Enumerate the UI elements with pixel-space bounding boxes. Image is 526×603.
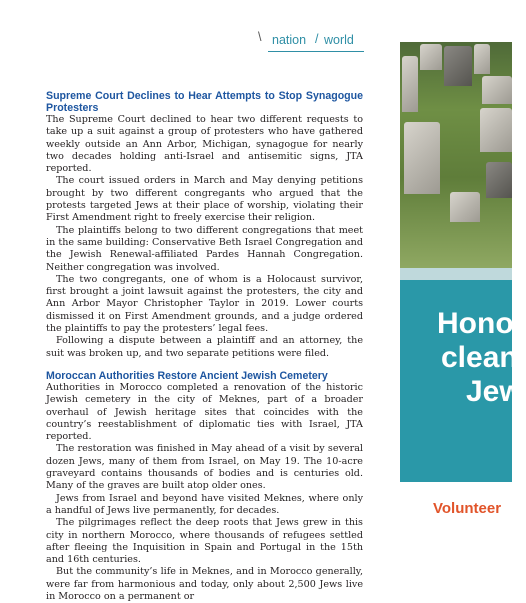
section-tag-slash: \ (258, 30, 262, 44)
article2-paragraph: The restoration was finished in May ahead of a visit by several dozen Jews, many of them from Israel, on May 19. The 10-acre graveyard contains thousands of bodies and is centuries old. Many of the graves are built atop older ones. (46, 443, 363, 492)
gravestone (482, 76, 512, 104)
article2-paragraph: Authorities in Morocco completed a renovation of the historic Jewish cemetery in the city of Meknes, part of a broader overhaul of Jewish heritage sites that coincides with the country’s reestablishment of diplomatic ties with Israel, JTA reported. (46, 381, 363, 443)
article1-headline: Supreme Court Declines to Hear Attempts to Stop Synagogue Protesters (46, 90, 363, 114)
gravestone (474, 44, 490, 74)
article1-paragraph: The two congregants, one of whom is a Holocaust survivor, first brought a joint lawsuit against the protesters, the city and Ann Arbor Mayor Christopher Taylor in 2019. Lower courts dismissed it on First Amendment grounds, and a judge ordered the plaintiffs to pay the protesters’ legal fees. (46, 273, 363, 335)
article2-paragraph: The pilgrimages reflect the deep roots that Jews grew in this city in northern Morocco, where thousands of refugees settled after fleeing the Inquisition in Spain and Portugal in the 15th and 16th centuries. (46, 517, 363, 566)
gravestone (420, 44, 442, 70)
article2-paragraph: But the community’s life in Meknes, and in Morocco generally, were far from harmonious and today, only about 2,500 Jews live in Morocco on a permanent or (46, 566, 363, 602)
gravestone (404, 122, 440, 194)
gravestone (450, 192, 480, 222)
photo-caption-strip (400, 268, 512, 280)
article1-paragraph: The Supreme Court declined to hear two different requests to take up a suit against a group of protesters who have gathered weekly outside an Ann Arbor, Michigan, synagogue for nearly two decades holding anti-Israel and antisemitic signs, JTA reported. (46, 114, 363, 175)
article1-paragraph: The plaintiffs belong to two different congregations that meet in the same building: Conservative Beth Israel Congregation and the Jewish Renewal-affiliated Pardes Hannah Congregation. Neither congregation was involved. (46, 224, 363, 273)
feature-title-line: cleani (441, 341, 526, 374)
gravestone (444, 46, 472, 86)
feature-title-line: Jew (466, 375, 523, 408)
gravestone (486, 162, 512, 198)
article1-paragraph: Following a dispute between a plaintiff and an attorney, the suit was broken up, and two separate petitions were filed. (46, 335, 363, 359)
feature-title-line: Honor (437, 307, 526, 340)
article2-paragraph: Jews from Israel and beyond have visited Meknes, where only a handful of Jews live permanently, for decades. (46, 492, 363, 516)
gravestone (480, 108, 512, 152)
article1-paragraph: The court issued orders in March and May denying petitions brought by two different congregants who argued that the protests targeted Jews at their place of worship, violating their First Amendment right to freely exercise their religion. (46, 175, 363, 224)
section-tag-underline (268, 51, 364, 52)
section-tag-nation: nation (272, 33, 307, 47)
feature-subhead: Volunteer (433, 500, 502, 517)
section-tag-world: world (324, 33, 354, 47)
feature-title-panel (400, 280, 526, 482)
cemetery-photo (400, 42, 512, 268)
gravestone (402, 56, 418, 112)
section-tag (258, 30, 364, 52)
article2-headline: Moroccan Authorities Restore Ancient Jewish Cemetery (46, 369, 328, 382)
section-tag-separator: / (315, 32, 319, 46)
news-column (46, 90, 363, 603)
